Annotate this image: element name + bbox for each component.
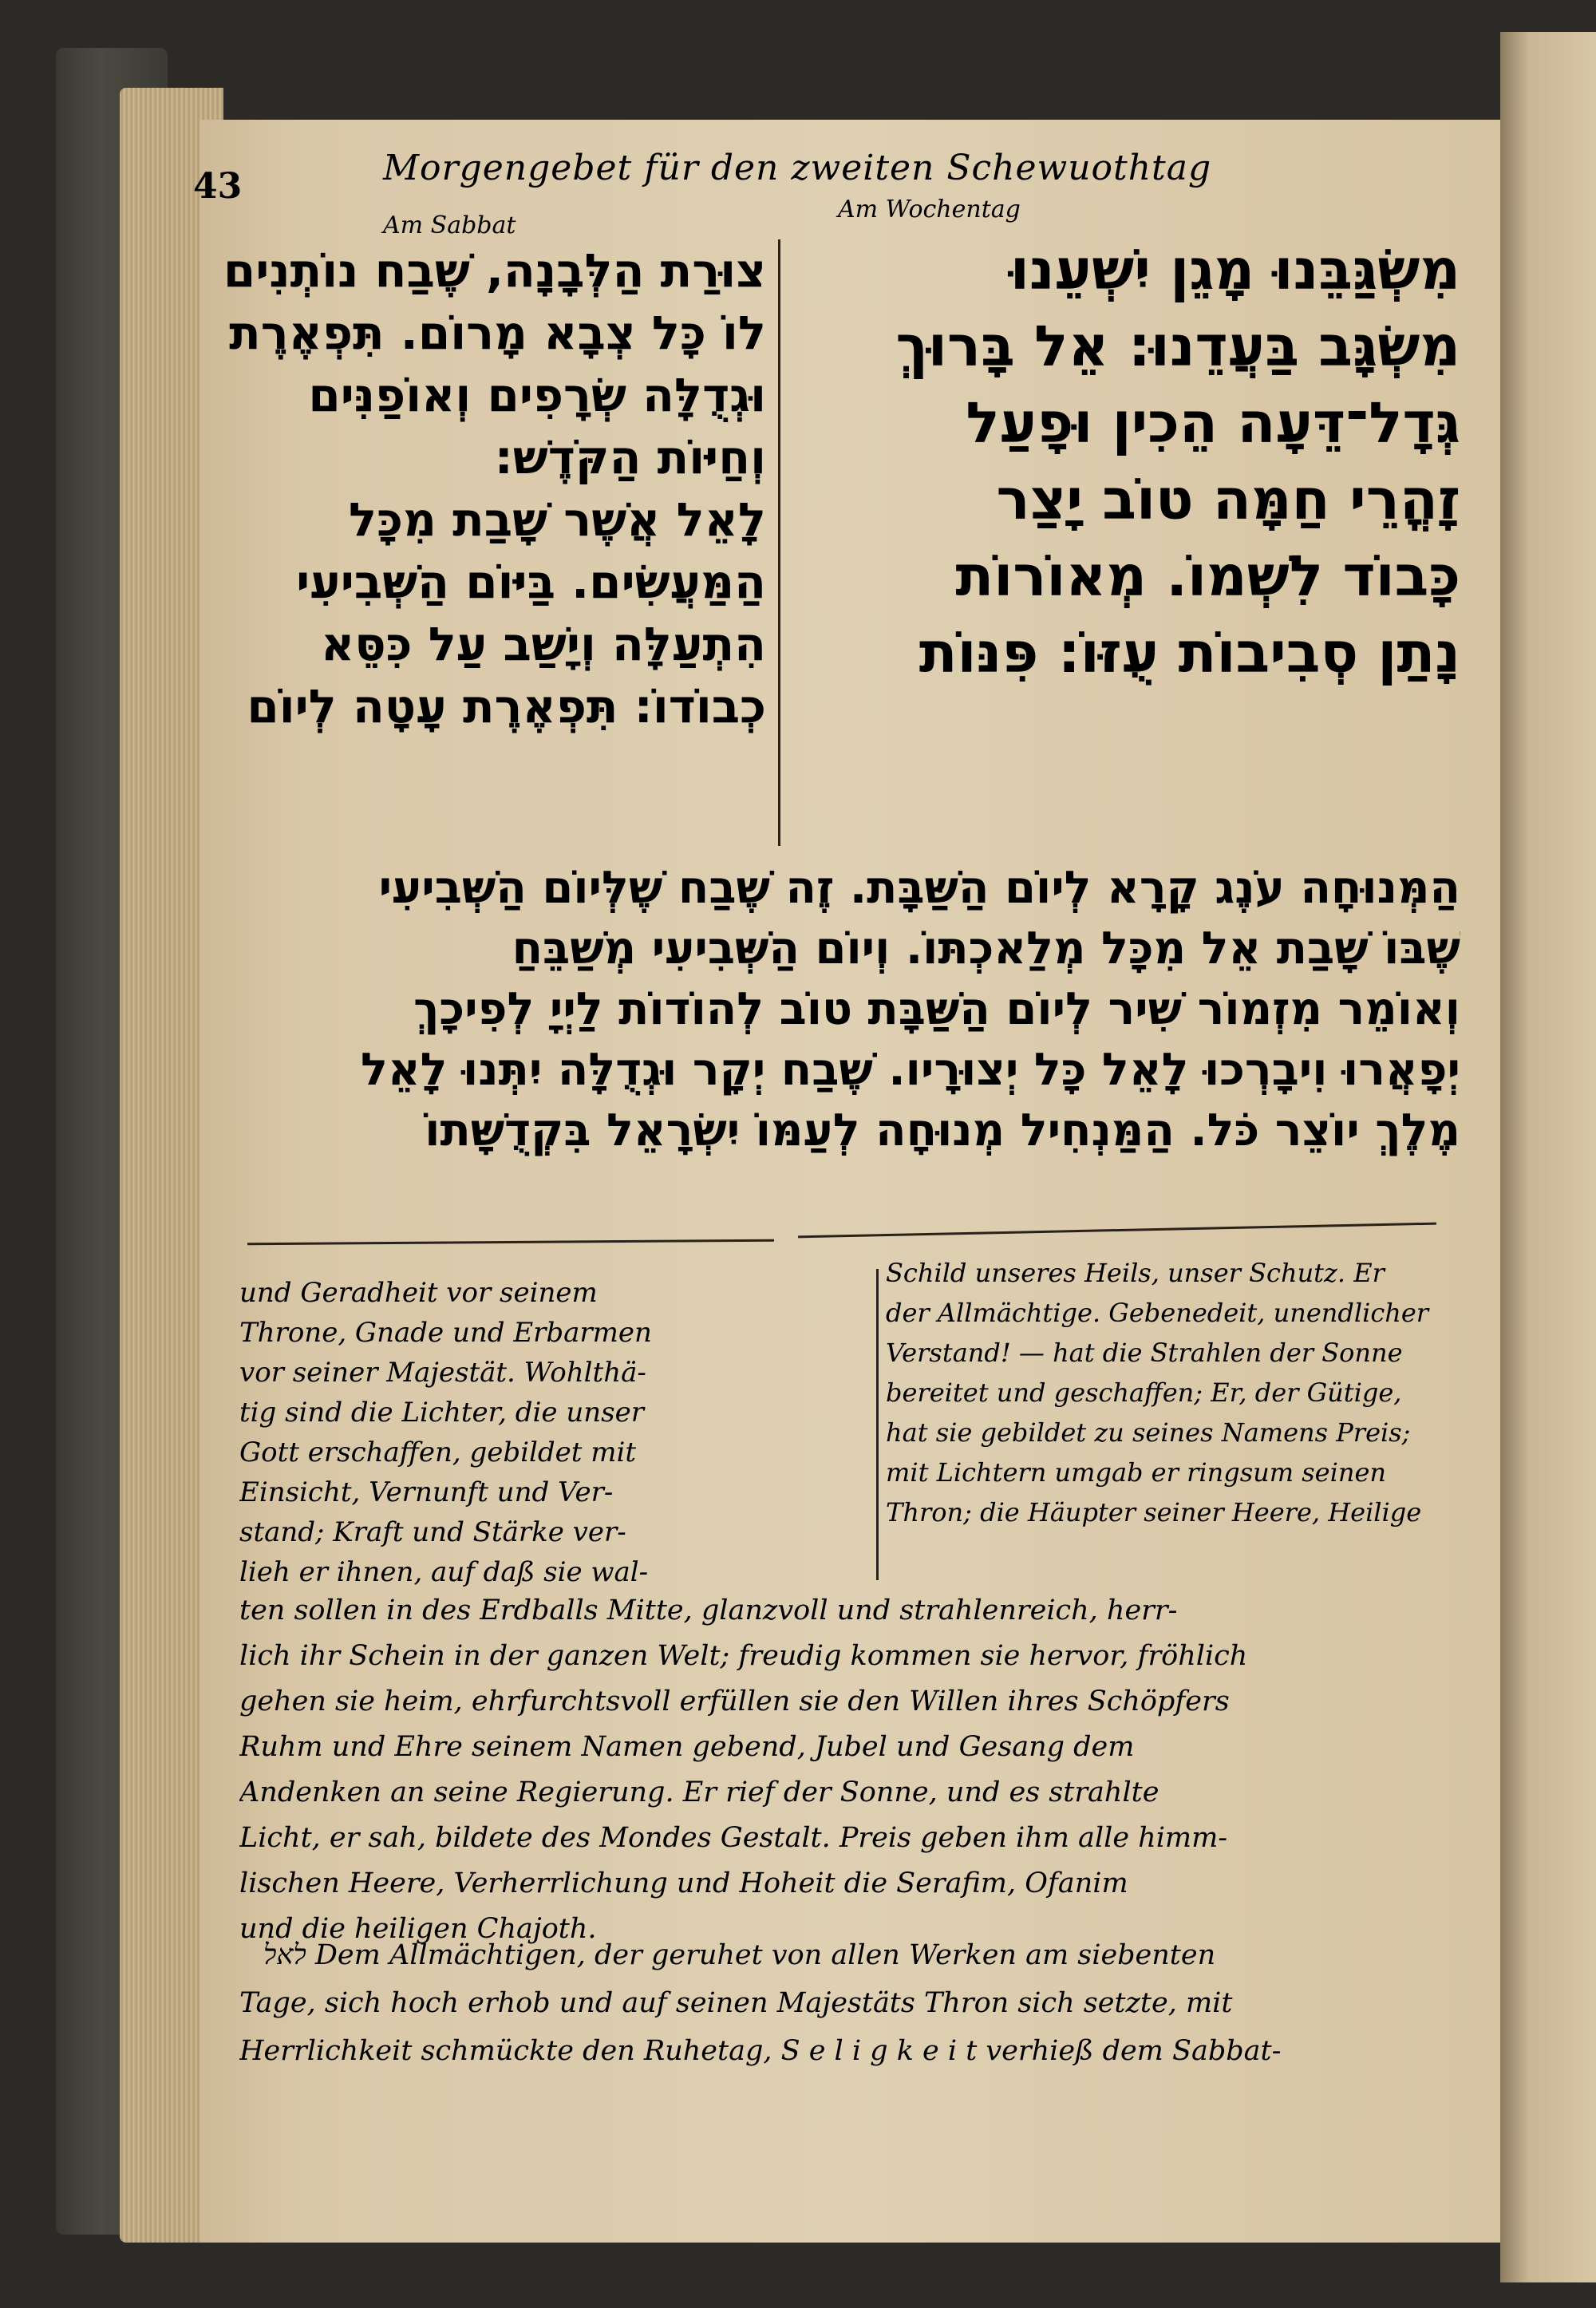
hebrew-line: מֶלֶךְ יוֹצֵר כֹּל. הַמַּנְחִיל מְנוּחָה לְעַמּוֹ יִשְׂרָאֵל בִּקְדֻשָּׁתוֹ [425, 1105, 1460, 1156]
german-line: Ruhm und Ehre seinem Namen gebend, Jubel und Gesang dem [239, 1731, 1135, 1763]
hebrew-line: יְפָאֲרוּ וִיבָרְכוּ לָאֵל כָּל יְצוּרָיו. שֶׁבַח יְקָר וּגְדֻלָּה יִתְּנוּ לָאֵל [360, 1044, 1460, 1096]
german-line: Licht, er sah, bildete des Mondes Gestalt. Preis geben ihm alle himm- [239, 1822, 1228, 1854]
facing-page-edge [1500, 32, 1596, 2282]
hebrew-line: וּגְדֻלָּה שְׂרָפִים וְאוֹפַנִּים [308, 368, 766, 422]
hebrew-line: נָתַן סְבִיבוֹת עֻזּוֹ: פִּנּוֹת [918, 620, 1460, 686]
german-line: und Geradheit vor seinem [239, 1277, 598, 1309]
german-line: mit Lichtern umgab er ringsum seinen [886, 1457, 1386, 1488]
running-head: Morgengebet für den zweiten Schewuothtag [383, 148, 1212, 188]
hebrew-sabbat-column [192, 239, 766, 737]
german-line: hat sie gebildet zu seines Namens Preis; [886, 1417, 1411, 1448]
german-line: לאל Dem Allmächtigen, der geruhet von allen Werken am siebenten [263, 1939, 1216, 1971]
column-divider [778, 239, 780, 846]
hebrew-line: וְחַיּוֹת הַקֹּדֶשׁ: [494, 430, 766, 484]
german-line: Throne, Gnade und Erbarmen [239, 1317, 652, 1349]
hebrew-line: מִשְׂגָּב בַּעֲדֵנוּ: אֵל בָּרוּךְ [895, 314, 1460, 379]
hebrew-line: הַמְּנוּחָה עֹנֶג קָרָא לְיוֹם הַשַּׁבָּת. זֶה שֶׁבַח שֶׁלְּיוֹם הַשְּׁבִיעִי [378, 862, 1460, 914]
hebrew-line: גְּדָל־דֵּעָה הֵכִין וּפָעַל [966, 390, 1460, 456]
hebrew-line: כְבוֹדוֹ: תִּפְאֶרֶת עָטָה לְיוֹם [247, 679, 766, 733]
hebrew-full-width [200, 858, 1460, 1161]
german-line: lieh er ihnen, auf daß sie wal- [239, 1556, 649, 1588]
german-line: Herrlichkeit schmückte den Ruhetag, S e l i g k e i t verhieß dem Sabbat- [239, 2035, 1282, 2067]
german-full-width [239, 1588, 1460, 1952]
german-line: vor seiner Majestät. Wohlthä- [239, 1357, 646, 1389]
german-right-column [886, 1253, 1460, 1532]
hebrew-line: לָאֵל אֲשֶׁר שָׁבַת מִכָּל [349, 492, 766, 547]
hebrew-line: הַמַּעֲשִׂים. בַּיּוֹם הַשְּׁבִיעִי [296, 555, 766, 609]
german-line: Andenken an seine Regierung. Er rief der Sonne, und es strahlte [239, 1776, 1159, 1808]
german-line: ten sollen in des Erdballs Mitte, glanzvoll und strahlenreich, herr- [239, 1595, 1178, 1626]
hebrew-weekday-column [790, 231, 1460, 691]
hebrew-line: שֶׁבּוֹ שָׁבַת אֵל מִכָּל מְלַאכְתּוֹ. וְיוֹם הַשְּׁבִיעִי מְשַׁבֵּחַ [512, 923, 1460, 974]
page-number: 43 [193, 166, 243, 207]
german-line: tig sind die Lichter, die unser [239, 1397, 644, 1429]
subheading-weekday: Am Wochentag [838, 196, 1021, 223]
german-line: lich ihr Schein in der ganzen Welt; freudig kommen sie hervor, fröhlich [239, 1640, 1248, 1672]
german-line: lischen Heere, Verherrlichung und Hoheit die Serafim, Ofanim [239, 1867, 1128, 1899]
german-line: Verstand! — hat die Strahlen der Sonne [886, 1338, 1403, 1368]
hebrew-line: צוּרַת הַלְּבָנָה, שֶׁבַח נוֹתְנִים [223, 243, 766, 298]
column-divider [876, 1269, 879, 1580]
german-paragraph-2 [239, 1931, 1460, 2075]
subheading-sabbat: Am Sabbat [383, 211, 516, 239]
german-line: Gott erschaffen, gebildet mit [239, 1437, 637, 1468]
hebrew-line: זָהֳרֵי חַמָּה טוֹב יָצַר [996, 467, 1460, 532]
german-line: Tage, sich hoch erhob und auf seinen Majestäts Thron sich setzte, mit [239, 1987, 1233, 2019]
hebrew-line: הִתְעַלָּה וְיָשַׁב עַל כִּסֵּא [321, 617, 766, 671]
german-line: bereitet und geschaffen; Er, der Gütige, [886, 1377, 1402, 1408]
german-line: der Allmächtige. Gebenedeit, unendlicher [886, 1298, 1429, 1328]
german-line: und die heiligen Chajoth. [239, 1913, 597, 1945]
german-line: Schild unseres Heils, unser Schutz. Er [886, 1258, 1385, 1288]
german-line: stand; Kraft und Stärke ver- [239, 1516, 626, 1548]
hebrew-line: וְאוֹמֵר מִזְמוֹר שִׁיר לְיוֹם הַשַּׁבָּת טוֹב לְהוֹדוֹת לַיְיָ לְפִיכָךְ [413, 983, 1460, 1035]
german-line: gehen sie heim, ehrfurchtsvoll erfüllen sie den Willen ihres Schöpfers [239, 1686, 1230, 1717]
hebrew-line: מִשְׂגַּבֵּנוּ מָגֵן יִשְׁעֵנוּ [1009, 237, 1460, 302]
german-left-column [239, 1273, 878, 1592]
german-line: Einsicht, Vernunft und Ver- [239, 1476, 614, 1508]
german-line: Thron; die Häupter seiner Heere, Heilige [886, 1497, 1422, 1527]
hebrew-line: לוֹ כָּל צְבָא מָרוֹם. תִּפְאֶרֶת [229, 306, 766, 360]
hebrew-line: כָּבוֹד לִשְׁמוֹ. מְאוֹרוֹת [955, 543, 1460, 609]
